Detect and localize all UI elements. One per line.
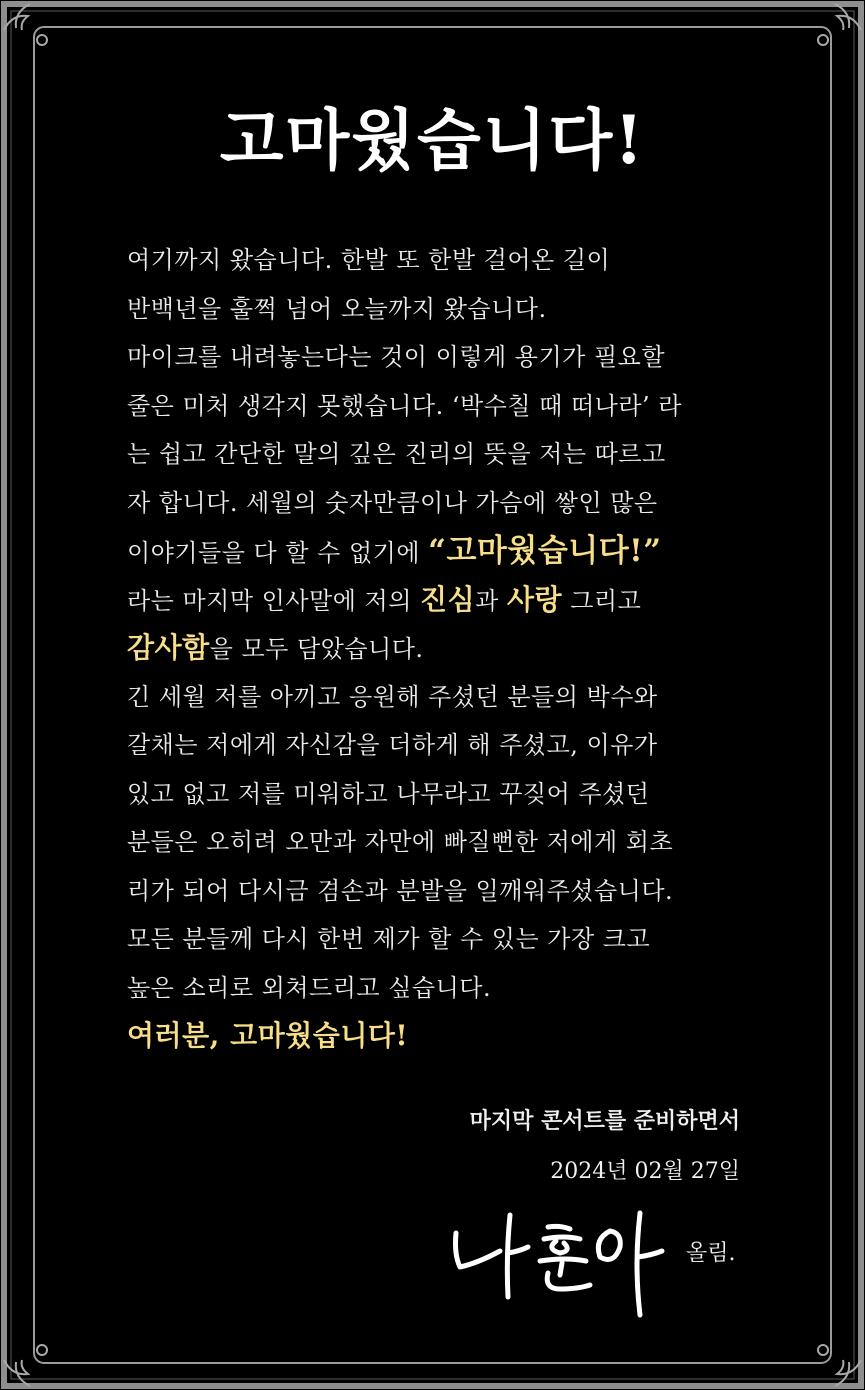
- body-text-segment: 과: [475, 586, 507, 615]
- body-line: 자 합니다. 세월의 숫자만큼이나 가슴에 쌓인 많은: [127, 488, 658, 517]
- body-text-segment: 을 모두 담았습니다.: [209, 635, 424, 663]
- body-line: [127, 624, 767, 673]
- body-line: [127, 527, 767, 576]
- corner-ornament-top-right: [818, 4, 861, 45]
- body-line: [127, 576, 767, 625]
- body-line: 는 쉽고 간단한 말의 깊은 진리의 뜻을 저는 따르고: [127, 440, 666, 468]
- body-line: 줄은 미처 생각지 못했습니다. ‘박수칠 때 떠나라’ 라: [127, 391, 682, 420]
- body-line: 높은 소리로 외쳐드리고 싶습니다.: [127, 973, 492, 1002]
- body-text-segment: 라는 마지막 인사말에 저의: [127, 586, 421, 615]
- body-line: 긴 세월 저를 아끼고 응원해 주셨던 분들의 박수와: [127, 682, 658, 711]
- body-line: 모든 분들께 다시 한번 제가 할 수 있는 가장 크고: [127, 925, 651, 953]
- body-text-segment: 그리고: [562, 586, 642, 615]
- closing-line: 여러분, 고마웠습니다!: [127, 1019, 409, 1052]
- signoff-text: 올림.: [686, 1241, 736, 1266]
- corner-ornament-top-left: [4, 4, 47, 45]
- body-text-segment: 이야기들을 다 할 수 없기에: [127, 539, 429, 567]
- corner-ornament-bottom-right: [818, 1345, 861, 1386]
- date-line: 2024년 02월 27일: [550, 1159, 740, 1184]
- body-line: 갈채는 저에게 자신감을 더하게 해 주셨고, 이유가: [127, 731, 658, 759]
- handwritten-signature: [448, 1205, 678, 1320]
- highlight-thanks: “고마웠습니다!”: [428, 533, 662, 569]
- highlight-gratitude: 감사함: [127, 631, 210, 664]
- corner-ornament-bottom-left: [4, 1345, 47, 1386]
- highlight-sincerity: 진심: [420, 582, 476, 616]
- letter-title: 고마웠습니다!: [219, 101, 646, 179]
- body-line: 반백년을 훌쩍 넘어 오늘까지 왔습니다.: [127, 294, 547, 323]
- occasion-line: 마지막 콘서트를 준비하면서: [469, 1108, 740, 1134]
- body-line: 있고 없고 저를 미워하고 나무라고 꾸짖어 주셨던: [127, 779, 650, 808]
- highlight-love: 사랑: [506, 582, 563, 616]
- body-line: 마이크를 내려놓는다는 것이 이렇게 용기가 필요할: [127, 343, 666, 371]
- body-line: 여기까지 왔습니다. 한발 또 한발 걸어온 길이: [127, 246, 611, 274]
- body-line: 리가 되어 다시금 겸손과 분발을 일깨워주셨습니다.: [127, 876, 674, 905]
- body-line: 분들은 오히려 오만과 자만에 빠질뻔한 저에게 회초: [127, 828, 674, 856]
- letter-body: [127, 236, 767, 1061]
